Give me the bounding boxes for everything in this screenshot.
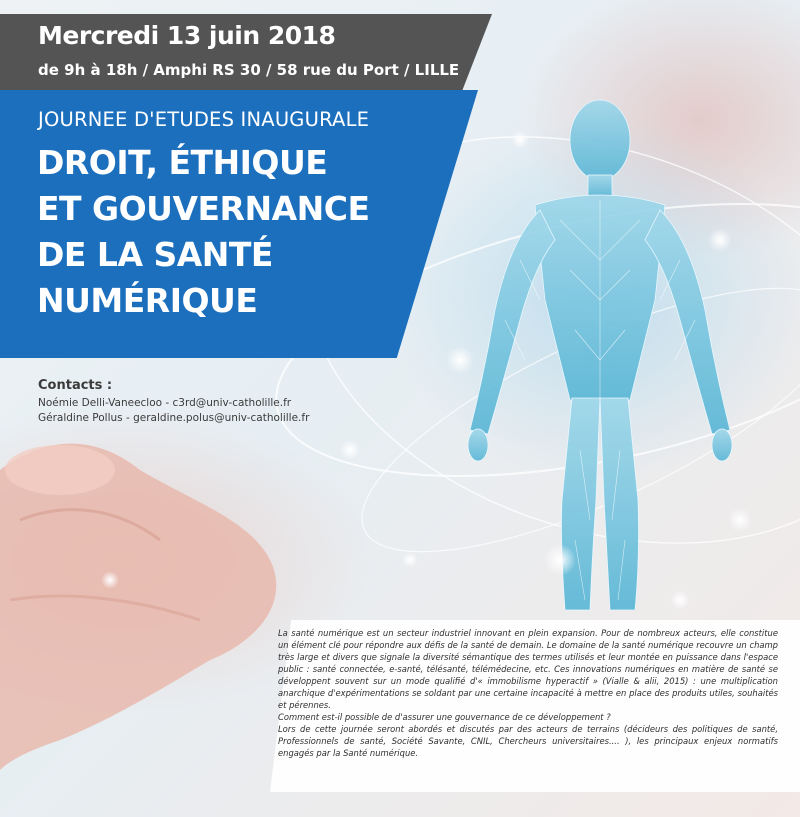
event-details: de 9h à 18h / Amphi RS 30 / 58 rue du Port / LILLE <box>38 61 460 79</box>
description-paragraph: Lors de cette journée seront abordés et discutés par des acteurs de terrains (décideurs des politiques de santé, Professionnels de santé, Société Savante, CNIL, Chercheurs universitaires.... ), les principaux enjeux normatifs engagés par la Santé numérique. <box>278 724 778 758</box>
contacts-block <box>38 378 309 427</box>
contact-person: Noémie Delli-Vaneecloo - c3rd@univ-catholille.fr <box>38 397 292 409</box>
title-line: ET GOUVERNANCE <box>37 189 370 228</box>
contact-person: Géraldine Pollus - geraldine.polus@univ-catholille.fr <box>38 412 310 424</box>
title-line: NUMÉRIQUE <box>37 281 258 320</box>
hand-illustration <box>0 444 276 770</box>
event-subtitle: JOURNEE D'ETUDES INAUGURALE <box>38 108 370 131</box>
description-paragraph: La santé numérique est un secteur industriel innovant en plein expansion. Pour de nombreux acteurs, elle constitue un élément clé pour répondre aux défis de la santé de demain. Le domaine de la santé numérique recouvre un champ très large et divers que signale la diversité sémantique des termes utilisés et leur montée en puissance dans l'espace public : santé connectée, e-santé, télésanté, télémédecine, etc. Ces innovations numériques en matière de santé se développent souvent sur un mode qualifié d'« immobilisme hyperactif » (Vialle & alii, 2015) : une multiplication anarchique d'expérimentations se soldant par une certaine incapacité à mettre en place des produits utiles, souhaités et pérennes. <box>278 628 778 710</box>
title-line: DE LA SANTÉ <box>37 235 273 274</box>
description-question: Comment est-il possible de d'assurer une gouvernance de ce développement ? <box>278 712 611 722</box>
contacts-label: Contacts : <box>38 378 113 393</box>
event-title <box>37 140 437 324</box>
event-description <box>278 627 778 759</box>
event-date: Mercredi 13 juin 2018 <box>38 21 336 50</box>
title-line: DROIT, ÉTHIQUE <box>37 143 328 182</box>
